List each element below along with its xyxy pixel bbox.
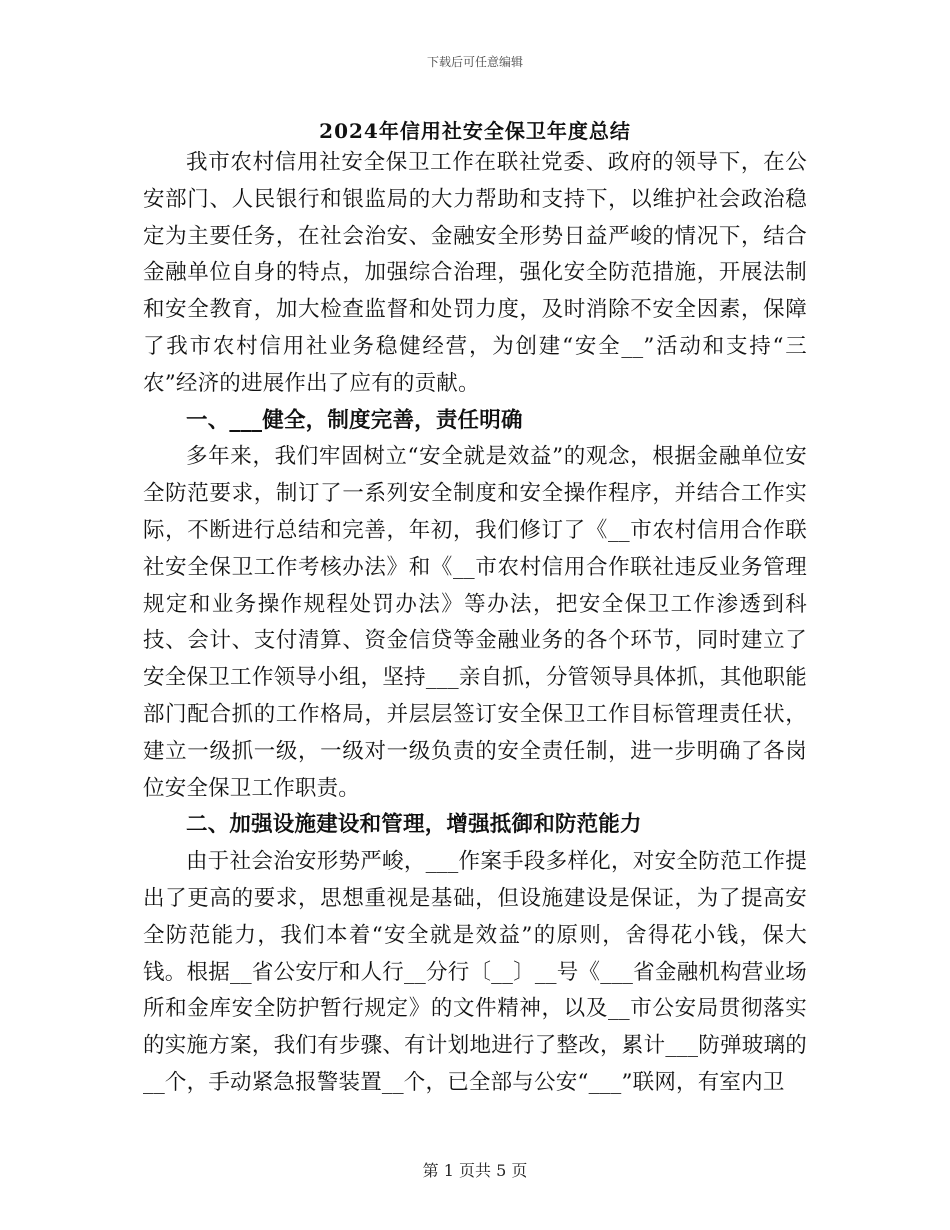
paragraph-section-2: 由于社会治安形势严峻，___作案手段多样化，对安全防范工作提出了更高的要求，思想重视是基础，但设施建设是保证，为了提高安全防范能力，我们本着“安全就是效益”的原则，舍得花小钱，保大钱。根据__省公安厅和人行__分行〔__〕__号《___省金融机构营业场所和金库安全防护暂行规定》的文件精神，以及__市公安局贯彻落实的实施方案，我们有步骤、有计划地进行了整改，累计___防弹玻璃的__个，手动紧急报警装置__个，已全部与公安“___”联网，有室内卫 (143, 849, 807, 1095)
paragraph-section-1: 多年来，我们牢固树立“安全就是效益”的观念，根据金融单位安全防范要求，制订了一系列安全制度和安全操作程序，并结合工作实际，不断进行总结和完善，年初，我们修订了《__市农村信用合作联社安全保卫工作考核办法》和《__市农村信用合作联社违反业务管理规定和业务操作规程处罚办法》等办法，把安全保卫工作渗透到科技、会计、支付清算、资金信贷等金融业务的各个环节，同时建立了安全保卫工作领导小组，坚持___亲自抓，分管领导具体抓，其他职能部门配合抓的工作格局，并层层签订安全保卫工作目标管理责任状，建立一级抓一级，一级对一级负责的安全责任制，进一步明确了各岗位安全保卫工作职责。 (143, 444, 807, 801)
document-title: 2024年信用社安全保卫年度总结 (319, 119, 631, 143)
header-note: 下载后可任意编辑 (426, 55, 523, 69)
page-number: 第 1 页共 5 页 (422, 1161, 528, 1180)
section-heading-1: 一、___健全，制度完善，责任明确 (186, 407, 523, 433)
document-body (143, 145, 807, 1102)
section-heading-2: 二、加强设施建设和管理，增强抵御和防范能力 (186, 812, 642, 838)
paragraph-intro: 我市农村信用社安全保卫工作在联社党委、政府的领导下，在公安部门、人民银行和银监局的大力帮助和支持下，以维护社会政治稳定为主要任务，在社会治安、金融安全形势日益严峻的情况下，结合金融单位自身的特点，加强综合治理，强化安全防范措施，开展法制和安全教育，加大检查监督和处罚力度，及时消除不安全因素，保障了我市农村信用社业务稳健经营，为创建“安全__”活动和支持“三农”经济的进展作出了应有的贡献。 (143, 150, 807, 396)
